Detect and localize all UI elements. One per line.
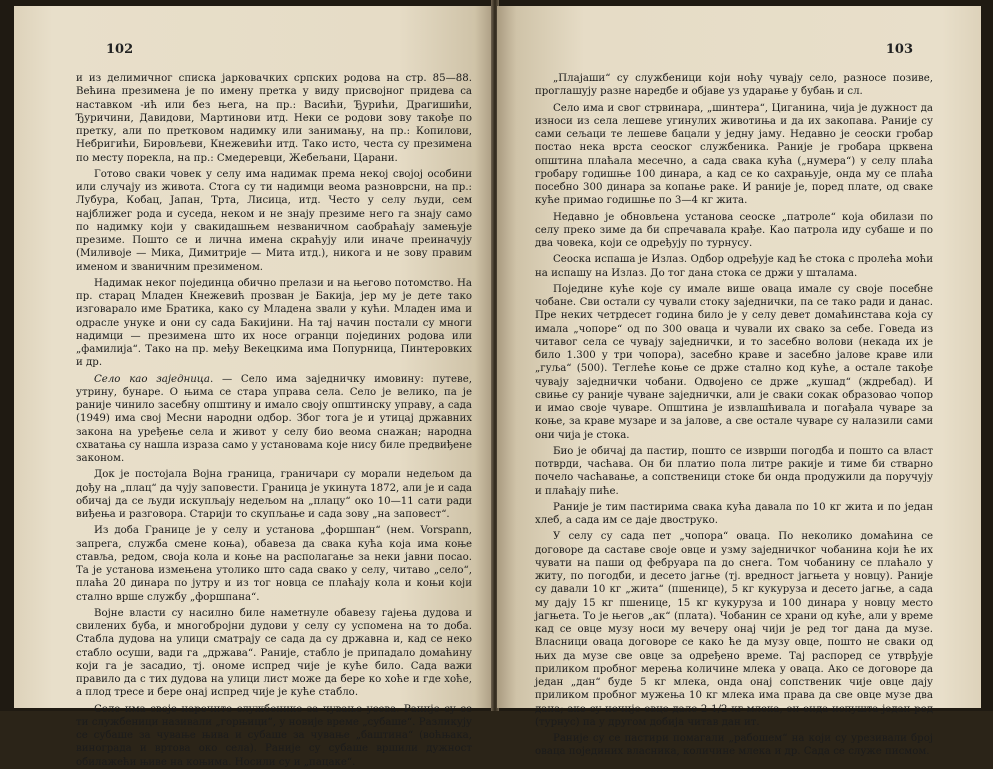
paragraph [535,72,933,99]
paragraph [76,277,472,370]
paragraph [535,445,933,498]
left-page [14,6,494,768]
paragraph-text: Раније су се пастири помагали „рабошем“ на који су урезивали број оваца појединих власника, количине млека и др. Сада се служе писмом. [535,733,933,758]
paragraph-text: „Плајаши“ су службеници који ноћу чувају село, разносе позиве, проглашују разне наредбе и објаве уз ударање у бубањ и сл. [535,73,933,98]
paragraph-text: Био је обичај да пастир, пошто се изврши погодба и пошто са власт потврди, часћава. Он би платио пола литре ракије и тиме би стварно почело часћавање, а сопственици стоке би онда продужили да поручују и плаћају пиће. [535,445,933,497]
paragraph [76,72,472,165]
paragraph [76,607,472,700]
page-number: 103 [885,42,913,57]
paragraph [76,524,472,604]
paragraph-text: Док је постојала Војна граница, граничари су морали недељом да дођу на „плац“ да чују заповести. Граница је укинута 1872, али је и сада обичај да се људи искупљају недељом на „плацу“ око 10—11 сати ради виђења и разговора. Старији то скупљање и сада зову „на заповест“. [76,469,472,520]
paragraph [535,732,933,759]
paragraph-text: Надимак неког појединца обично прелази и на његово потомство. На пр. старац Младен Кнежевић прозван је Бакија, јер му је дете тако изговарало име Братика, како су Младена звали у кући. Младен има и одрасле унуке и они су сада Бакијини. На тај начин постали су многи надимци — презимена што их носе огранци појединих родова или „фамилија“. Тако на пр. међу Векецкима има Попурница, Пинтеровких и др. [76,277,472,369]
paragraph-text: Село има и свог стрвинара, „шинтера“, Циганина, чија је дужност да износи из села лешеве угинулих животиња и да их закопава. Раније су сами сељаци те лешеве бацали у једну јаму. Недавно је сеоски гробар постао нека врста сеоског службеника. Раније је гробара црквена општина плаћала месечно, а сада свака кућа („нумера“) у селу плаћа гробару годишње 100 динара, а кад се ко сахрањује, онда му се плаћа посебно 300 динара за копање раке. И раније је, поред плате, од сваке куће примао годишње по 3—4 кг жита. [535,102,933,207]
paragraph [76,468,472,521]
paragraph-text: Сеоска испаша је Излаз. Одбор одређује кад ће стока с пролећа моћи на испашу на Излаз. До тог дана стока се држи у шталама. [535,254,933,279]
paragraph-text: и из делимичног списка јарковачких српских родова на стр. 85—88. Већина презимена је по имену претка у виду присвојног придева са наставком -ић или без њега, на пр.: Васићи, Ђурићи, Драгишићи, Ђуричини, Давидови, Мартинови итд. Неки се родови зову такође по претку, али по претковом надимку или занимању, на пр.: Копилови, Небригићи, Бировљеви, Кнежевићи итд. Тако исто, честа су презимена по месту порекла, на пр.: Смедеревци, Жебељани, Царани. [76,73,472,164]
paragraph-text: — Село има заједничку имовину: путеве, утрину, бунаре. О њима се стара управа села. Село је велико, па је раније чинило засебну општину и имало своју општинску управу, а сада (1949) има свој Месни народни одбор. Због тога је и утицај државних закона на уређење села и живот у селу био веома снажан; народна схватања су нашла израза само у установама које нису биле предвиђене законом. [76,373,472,464]
paragraph-text: Војне власти су насилно биле наметнуле обавезу гајења дудова и свилених буба, и многобројни дудови у селу су успомена на то доба. Стабла дудова на улици сматрају се сада да су државна и, кад се неко стабло осуши, вади га „држава“. Раније, стабло је припадало домаћину који га је засадио, тј. ономе испред чије је куће било. Сада важи правило да с тих дудова на улици лист може да бере ко хоће и где хоће, а плод тресе и бере онај испред чије је куће стабло. [76,607,472,699]
paragraph [76,703,472,769]
paragraph [535,102,933,208]
paragraph [76,168,472,274]
paragraph-text: Поједине куће које су имале више оваца имале су своје посебне чобане. Сви остали су чували стоку заједнички, па се тако ради и данас. Пре неких четрдесет година било је у селу девет домаћинстава која су имала „чопоре“ од по 300 оваца и чували их свако за себе. Говеда из читавог села се чувају заједнички, и то засебно волови (некада их је било 1.300 у три чопора), засебно краве и засебно јалове краве или „гуља“ (500). Теглеће коње се држе стално код куће, а остале такође чувају заједнички чобани. Одвојено се држе „кушад“ (ждребад). И свиње су раније чуване заједнички, али је сваки сокак образовао чопор и имао своје чуваре. Општина је извлашћивала и погађала чуваре за коње, за краве музаре и за јалове, а све остале чуваре су налазили сами они чија је стока. [535,283,933,441]
paragraph [535,253,933,280]
paragraph-text: Село има своје нарочите службенике за чување усева. Раније су се ти службеници називали „горњици“, у новије време „субаше“. Разликују се субаше за чување њива и субаше за чување „баштина“ (воћњака, винограда и вртова око села). Раније су субаше вршили дужност обилажећи њиве на коњима. Носили су и „пацаке“. [76,703,472,768]
paragraph-text: У селу су сада пет „чопора“ оваца. По неколико домаћина се договоре да саставе своје овце и узму заједничког чобанина који ће их чувати на паши од фебруара па до снега. Том чобанину се плаћало у житу, по погодби, и десето јагње (тј. вредност јагњета у новцу). Раније су давали 10 кг „жита“ (пшенице), 5 кг кукуруза и десето јагње, а сада му дају 15 кг пшенице, 15 кг кукуруза и 100 динара у новцу место јагњета. То је његов „ак“ (плата). Чобанин се храни од куће, али у време кад се овце музу носи му вечеру онај чији је ред тог дана да музе. Власници оваца договоре се како ће да музу овце, пошто не сваки од њих да музе све овце за одређено време. Тај распоред се утврђује приликом пробног мерења количине млека у оваца. Ако се договоре да један „дан“ буде 5 кг млека, онда онај сопственик чије овце дају приликом пробног мужења 10 кг млека има права да све овце музе два дана; ако су нечије овце дале 2 1/2 кг млека, он онда испушта један ред (турнус) па у другом добија читав дан ит. [535,531,933,728]
paragraph [535,530,933,729]
paragraph [76,373,472,466]
right-page [497,6,981,758]
page-text [76,72,472,769]
paragraph [535,283,933,442]
paragraph-text: Готово сваки човек у селу има надимак према некој својој особини или случају из живота. Стога су ти надимци веома разноврсни, на пр.: Лубура, Кобац, Јапан, Трта, Лисица, итд. Често у селу људи, сем најближег рода и суседа, неком и не знају презиме него га знају само по надимку који у свакидашњем незваничном саобраћају замењује презиме. Пошто се и лична имена скраћују или иначе преиначују (Миливоје — Мика, Димитрије — Мита итд.), никога и не зову правим именом и званичним презименом. [76,168,472,273]
page-number: 102 [106,42,134,57]
paragraph-heading: Село као заједница. [94,373,214,385]
paragraph-text: Раније је тим пастирима свака кућа давала по 10 кг жита и по један хлеб, а сада им се даје двоструко. [535,501,933,526]
paragraph [535,501,933,528]
paragraph-text: Из доба Границе је у селу и установа „форшпан“ (нем. Vorspann, запрега, служба смене коња), обавеза да свака кућа која има коње ставља, редом, своја кола и коње на располагање за неки јавни посао. Та је установа измењена утолико што сада свако у селу, читаво „село“, плаћа 20 динара по јутру и из тог новца се плаћају кола и коњи који стално врше службу „форшпана“. [76,525,472,603]
paragraph [535,211,933,251]
page-text [535,72,933,759]
paragraph-text: Недавно је обновљена установа сеоске „патроле“ која обилази по селу преко зиме да би спречавала крађе. Као патрола иду субаше и по два човека, који се одређују по турнусу. [535,211,933,249]
